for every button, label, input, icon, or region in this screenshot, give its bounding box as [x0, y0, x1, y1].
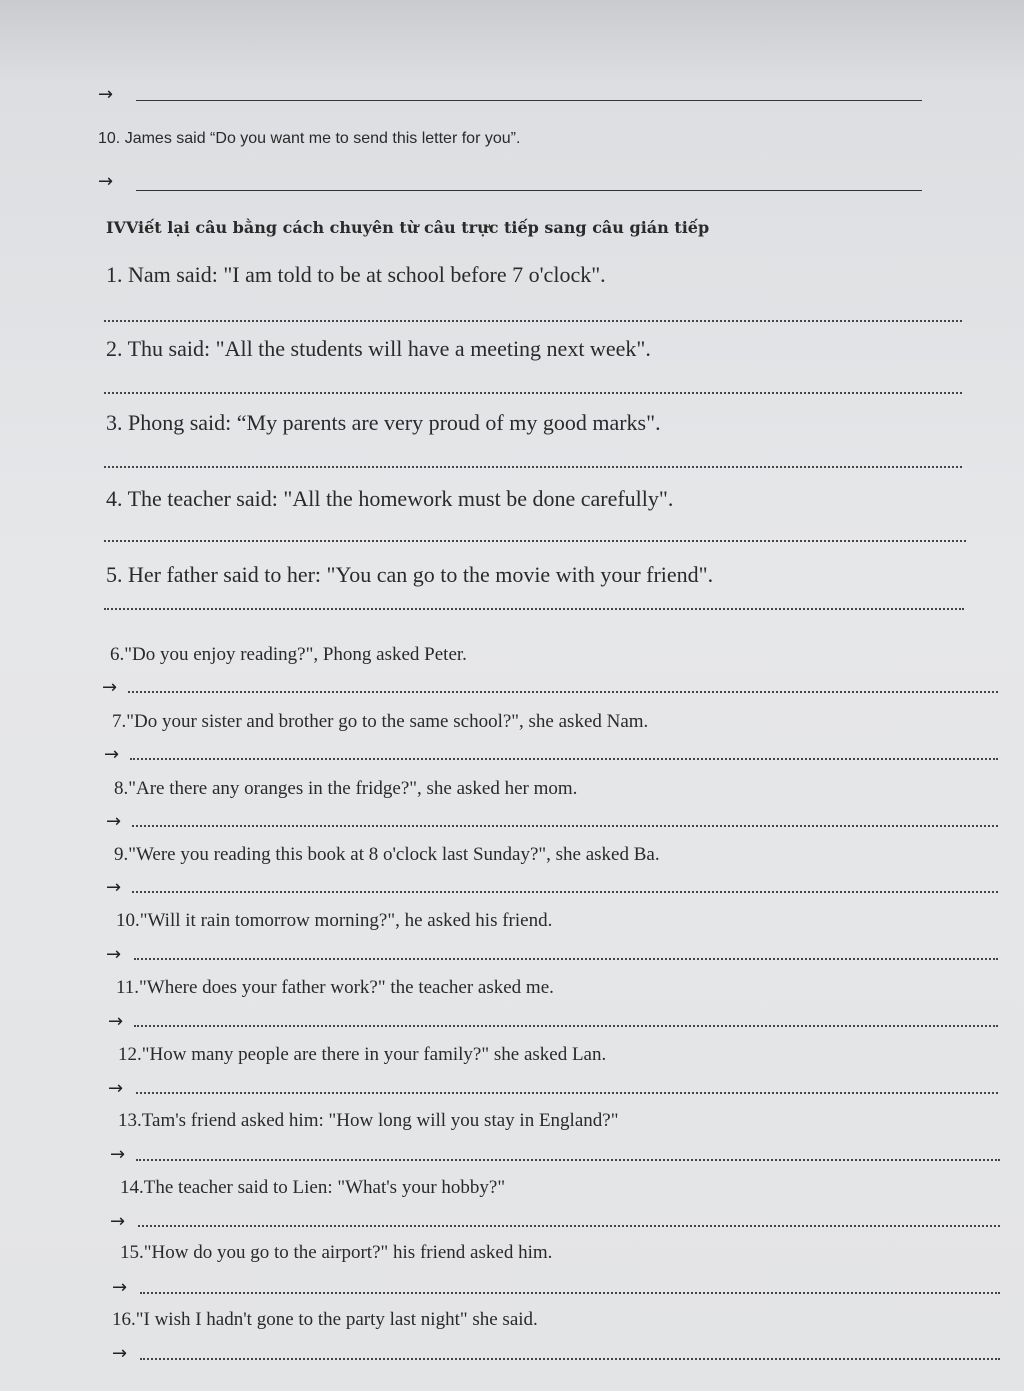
arrow-icon: → — [104, 744, 120, 765]
question-1-text: 1. Nam said: "I am told to be at school before 7 o'clock". — [106, 262, 606, 287]
question-7-text: 7."Do your sister and brother go to the same school?", she asked Nam. — [112, 711, 649, 732]
arrow-icon: → — [108, 1011, 124, 1032]
question-10-text: 10. James said “Do you want me to send this letter for you”. — [98, 130, 521, 147]
answer-line[interactable] — [104, 608, 964, 610]
answer-line[interactable] — [136, 100, 922, 101]
arrow-icon: → — [98, 84, 114, 105]
question-3-text: 3. Phong said: “My parents are very proud of my good marks". — [106, 410, 661, 435]
arrow-icon: → — [108, 1078, 124, 1099]
answer-line[interactable] — [104, 466, 962, 468]
question-14-text: 14.The teacher said to Lien: "What's your hobby?" — [120, 1177, 506, 1198]
answer-line[interactable] — [140, 1358, 1000, 1360]
arrow-icon: → — [106, 811, 122, 832]
question-6-text: 6."Do you enjoy reading?", Phong asked Peter. — [110, 644, 467, 665]
section-heading: IVViết lại câu bằng cách chuyên từ câu trực tiếp sang câu gián tiếp — [106, 218, 710, 237]
answer-line[interactable] — [128, 691, 998, 693]
question-16-text: 16."I wish I hadn't gone to the party last night" she said. — [112, 1309, 538, 1330]
answer-line[interactable] — [134, 958, 998, 960]
arrow-icon: → — [106, 944, 122, 965]
question-8-text: 8."Are there any oranges in the fridge?", she asked her mom. — [114, 778, 578, 799]
answer-line[interactable] — [104, 392, 962, 394]
answer-line[interactable] — [136, 1159, 1000, 1161]
arrow-icon: → — [98, 171, 114, 192]
arrow-icon: → — [110, 1144, 126, 1165]
arrow-icon: → — [110, 1211, 126, 1232]
answer-line[interactable] — [138, 1225, 1000, 1227]
question-4-text: 4. The teacher said: "All the homework must be done carefully". — [106, 486, 674, 511]
arrow-icon: → — [106, 877, 122, 898]
question-15-text: 15."How do you go to the airport?" his friend asked him. — [120, 1242, 553, 1263]
answer-line[interactable] — [104, 320, 962, 322]
answer-line[interactable] — [104, 540, 966, 542]
question-13-text: 13.Tam's friend asked him: "How long will you stay in England?" — [118, 1110, 619, 1131]
question-10-text: 10."Will it rain tomorrow morning?", he asked his friend. — [116, 910, 553, 931]
answer-line[interactable] — [130, 758, 998, 760]
arrow-icon: → — [102, 677, 118, 698]
question-12-text: 12."How many people are there in your family?" she asked Lan. — [118, 1044, 607, 1065]
question-5-text: 5. Her father said to her: "You can go to the movie with your friend". — [106, 562, 714, 587]
question-2-text: 2. Thu said: "All the students will have a meeting next week". — [106, 336, 651, 361]
answer-line[interactable] — [136, 190, 922, 191]
question-9-text: 9."Were you reading this book at 8 o'clock last Sunday?", she asked Ba. — [114, 844, 660, 865]
answer-line[interactable] — [132, 825, 998, 827]
arrow-icon: → — [112, 1343, 128, 1364]
answer-line[interactable] — [140, 1292, 1000, 1294]
answer-line[interactable] — [136, 1092, 998, 1094]
answer-line[interactable] — [134, 1025, 998, 1027]
answer-line[interactable] — [132, 891, 998, 893]
question-11-text: 11."Where does your father work?" the teacher asked me. — [116, 977, 554, 998]
arrow-icon: → — [112, 1277, 128, 1298]
